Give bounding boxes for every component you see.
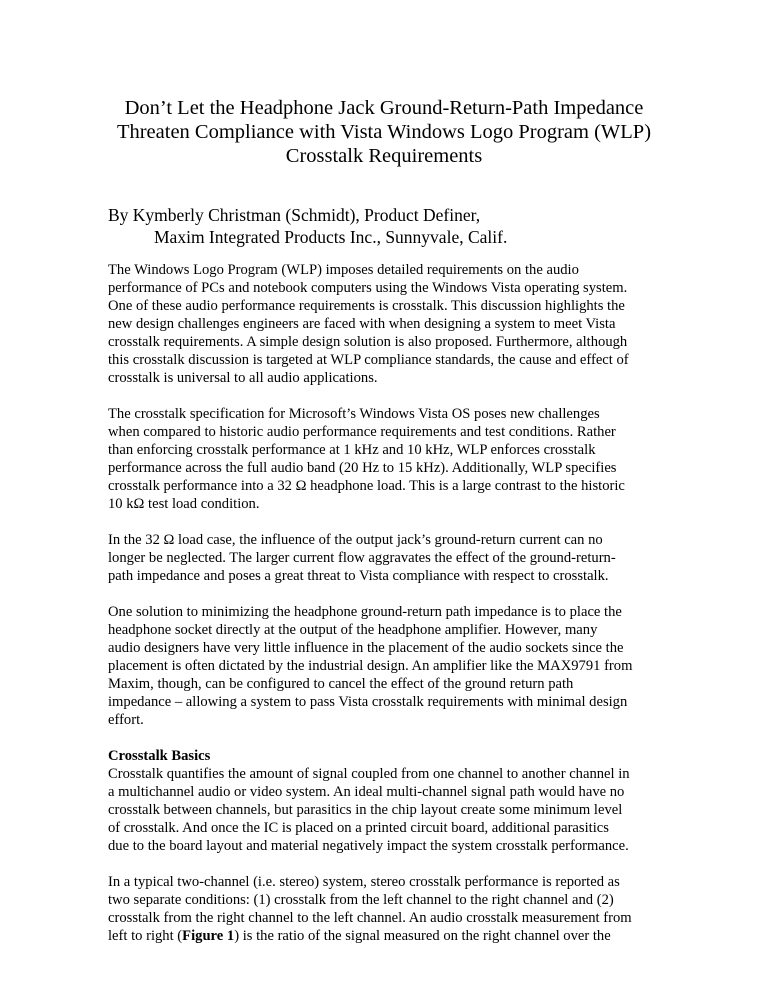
paragraph-spec xyxy=(108,405,678,513)
text-line: In the 32 Ω load case, the influence of the output jack’s ground-return current can no xyxy=(108,532,603,548)
text-line: Crosstalk quantifies the amount of signal coupled from one channel to another channel in xyxy=(108,766,630,782)
text-line: longer be neglected. The larger current flow aggravates the effect of the ground-return- xyxy=(108,550,616,566)
paragraph-solution xyxy=(108,603,678,729)
text-line: than enforcing crosstalk performance at 1 kHz and 10 kHz, WLP enforces crosstalk xyxy=(108,442,596,458)
text-line: when compared to historic audio performance requirements and test conditions. Rather xyxy=(108,424,616,440)
text-line: crosstalk is universal to all audio applications. xyxy=(108,370,378,386)
byline-author: By Kymberly Christman (Schmidt), Product Definer, xyxy=(108,205,481,225)
byline-affiliation: Maxim Integrated Products Inc., Sunnyvale, Calif. xyxy=(154,227,508,247)
author-byline xyxy=(108,204,507,248)
text-line: Maxim, though, can be configured to cancel the effect of the ground return path xyxy=(108,676,574,692)
text-line: In a typical two-channel (i.e. stereo) system, stereo crosstalk performance is reported as xyxy=(108,874,620,890)
text-line: 10 kΩ test load condition. xyxy=(108,496,260,512)
text-line: crosstalk performance into a 32 Ω headphone load. This is a large contrast to the historic xyxy=(108,478,625,494)
text-line: new design challenges engineers are faced with when designing a system to meet Vista xyxy=(108,316,616,332)
document-body xyxy=(108,261,678,963)
text-line: two separate conditions: (1) crosstalk from the left channel to the right channel and (2) xyxy=(108,892,614,908)
text-line: this crosstalk discussion is targeted at WLP compliance standards, the cause and effect of xyxy=(108,352,629,368)
figure-1-reference: Figure 1 xyxy=(182,928,235,944)
text-line: The crosstalk specification for Microsoft’s Windows Vista OS poses new challenges xyxy=(108,406,600,422)
text-line: effort. xyxy=(108,712,144,728)
text-line: crosstalk requirements. A simple design solution is also proposed. Furthermore, although xyxy=(108,334,628,350)
text-line: placement is often dictated by the industrial design. An amplifier like the MAX9791 from xyxy=(108,658,633,674)
text-line: One of these audio performance requirements is crosstalk. This discussion highlights the xyxy=(108,298,625,314)
text-line: performance across the full audio band (20 Hz to 15 kHz). Additionally, WLP specifies xyxy=(108,460,617,476)
document-title xyxy=(80,96,688,168)
paragraph-load-case xyxy=(108,531,678,585)
text-line: audio designers have very little influence in the placement of the audio sockets since the xyxy=(108,640,624,656)
title-line: Threaten Compliance with Vista Windows Logo Program (WLP) xyxy=(116,121,652,143)
paragraph-stereo-crosstalk xyxy=(108,873,678,945)
text-line: crosstalk between channels, but parasitics in the chip layout create some minimum level xyxy=(108,802,623,818)
section-crosstalk-basics xyxy=(108,747,678,855)
text-fragment: left to right ( xyxy=(108,928,183,944)
title-line: Don’t Let the Headphone Jack Ground-Return-Path Impedance xyxy=(124,97,644,119)
text-line: due to the board layout and material negatively impact the system crosstalk performance. xyxy=(108,838,629,854)
text-line: The Windows Logo Program (WLP) imposes detailed requirements on the audio xyxy=(108,262,579,278)
text-fragment: ) is the ratio of the signal measured on the right channel over the xyxy=(234,928,611,944)
title-line: Crosstalk Requirements xyxy=(285,145,483,167)
text-line: path impedance and poses a great threat to Vista compliance with respect to crosstalk. xyxy=(108,568,609,584)
text-line: headphone socket directly at the output of the headphone amplifier. However, many xyxy=(108,622,598,638)
section-heading: Crosstalk Basics xyxy=(108,748,211,764)
text-line: a multichannel audio or video system. An ideal multi-channel signal path would have no xyxy=(108,784,625,800)
text-line-with-figure-ref xyxy=(108,927,678,945)
text-line: of crosstalk. And once the IC is placed on a printed circuit board, additional parasitics xyxy=(108,820,609,836)
text-line: crosstalk from the right channel to the left channel. An audio crosstalk measurement from xyxy=(108,910,632,926)
paragraph-intro xyxy=(108,261,678,387)
text-line: performance of PCs and notebook computers using the Windows Vista operating system. xyxy=(108,280,628,296)
text-line: One solution to minimizing the headphone ground-return path impedance is to place the xyxy=(108,604,622,620)
text-line: impedance – allowing a system to pass Vista crosstalk requirements with minimal design xyxy=(108,694,628,710)
